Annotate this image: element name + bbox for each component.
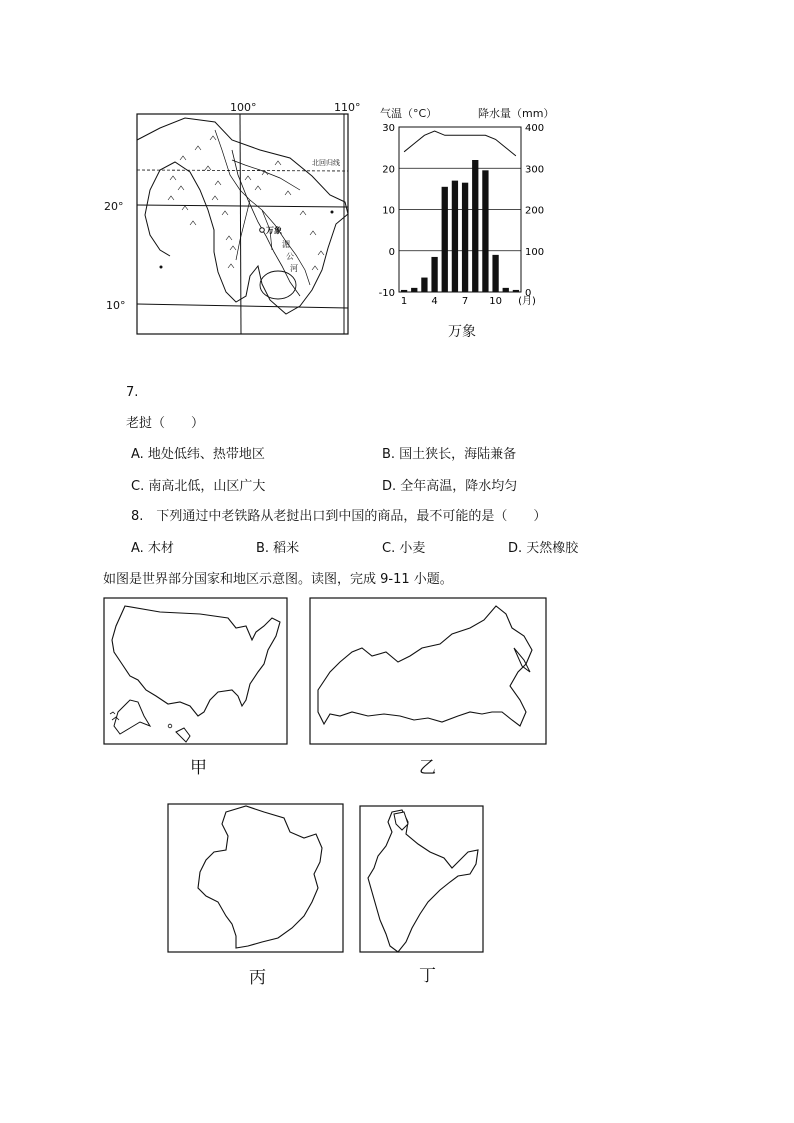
chart-y-right-tick: 400 <box>525 123 545 134</box>
label-ding: 丁 <box>419 966 436 986</box>
river-char-3: 河 <box>290 264 298 273</box>
chart-x-tick: 1 <box>400 296 408 307</box>
chart-y-left-tick: 0 <box>388 246 395 258</box>
lat-label-20: 20° <box>104 200 124 213</box>
map-frame-ding <box>360 806 483 952</box>
hawaii-outline <box>176 728 190 742</box>
chart-y-left-title: 气温（°C） <box>380 107 438 120</box>
chart-caption: 万象 <box>448 324 476 340</box>
label-bing: 丙 <box>249 968 266 988</box>
chart-bar-precip <box>442 187 448 292</box>
chart-y-left-tick: 10 <box>382 205 395 217</box>
q8-option-c: C. 小麦 <box>382 541 426 556</box>
q8-stem: 8. 下列通过中老铁路从老挝出口到中国的商品，最不可能的是（ ） <box>131 509 547 524</box>
map-frame-jia <box>104 598 287 744</box>
chart-y-left-tick: 20 <box>382 164 395 176</box>
chart-bar-precip <box>482 170 488 292</box>
chart-bar-precip <box>462 183 468 292</box>
chart-bar-precip <box>401 290 407 292</box>
river-char-1: 湄 <box>282 240 290 249</box>
lon-label-100: 100° <box>230 101 257 114</box>
map-frame-yi <box>310 598 546 744</box>
chart-y-right-tick: 0 <box>525 288 532 299</box>
usa-outline <box>112 606 280 716</box>
chart-y-left-tick: 30 <box>382 123 395 134</box>
label-jia: 甲 <box>190 758 207 778</box>
chart-x-tick: 10 <box>489 296 502 307</box>
q7-option-a: A. 地处低纬、热带地区 <box>131 447 265 462</box>
lon-label-110: 110° <box>334 101 361 114</box>
q7-number: 7. <box>126 385 139 400</box>
chart-line-temperature <box>404 131 516 156</box>
country-maps <box>0 590 794 1000</box>
chart-bar-precip <box>513 290 519 292</box>
chart-bar-precip <box>452 181 458 292</box>
lat-label-10: 10° <box>106 299 126 312</box>
russia-outline <box>318 606 532 726</box>
q7-option-d: D. 全年高温，降水均匀 <box>382 479 518 494</box>
q8-option-a: A. 木材 <box>131 541 174 556</box>
chart-bar-precip <box>421 278 427 292</box>
chart-bar-precip <box>411 288 417 292</box>
chart-x-unit: (月) <box>518 296 536 307</box>
chart-bar-precip <box>492 255 498 292</box>
kashmir-outline <box>394 812 408 830</box>
chart-y-right-title: 降水量（mm） <box>478 107 555 120</box>
map-frame-bing <box>168 804 343 952</box>
chart-y-left-tick: -10 <box>378 288 395 299</box>
q7-stem: 老挝（ ） <box>126 416 205 431</box>
climate-chart <box>0 0 794 350</box>
chart-y-right-tick: 200 <box>525 205 545 217</box>
chart-y-right-tick: 100 <box>525 246 545 258</box>
q7-option-b: B. 国土狭长，海陆兼备 <box>382 447 517 462</box>
intro-text: 如图是世界部分国家和地区示意图。读图，完成 9-11 小题。 <box>103 572 453 587</box>
label-yi: 乙 <box>419 758 436 778</box>
chart-x-tick: 4 <box>431 296 438 307</box>
q7-option-c: C. 南高北低，山区广大 <box>131 479 266 494</box>
q8-option-b: B. 稻米 <box>256 541 300 556</box>
chart-bar-precip <box>431 257 437 292</box>
chart-bar-precip <box>503 288 509 292</box>
q8-option-d: D. 天然橡胶 <box>508 541 579 556</box>
alaska-outline <box>114 700 150 734</box>
chart-y-right-tick: 300 <box>525 164 545 176</box>
river-char-2: 公 <box>286 252 294 261</box>
country-outline-bing <box>198 806 322 948</box>
tropic-label: 北回归线 <box>312 159 340 167</box>
chart-bar-precip <box>472 160 478 292</box>
chart-x-tick: 7 <box>461 296 469 307</box>
india-outline <box>368 810 478 952</box>
city-label: 万象 <box>266 226 282 235</box>
